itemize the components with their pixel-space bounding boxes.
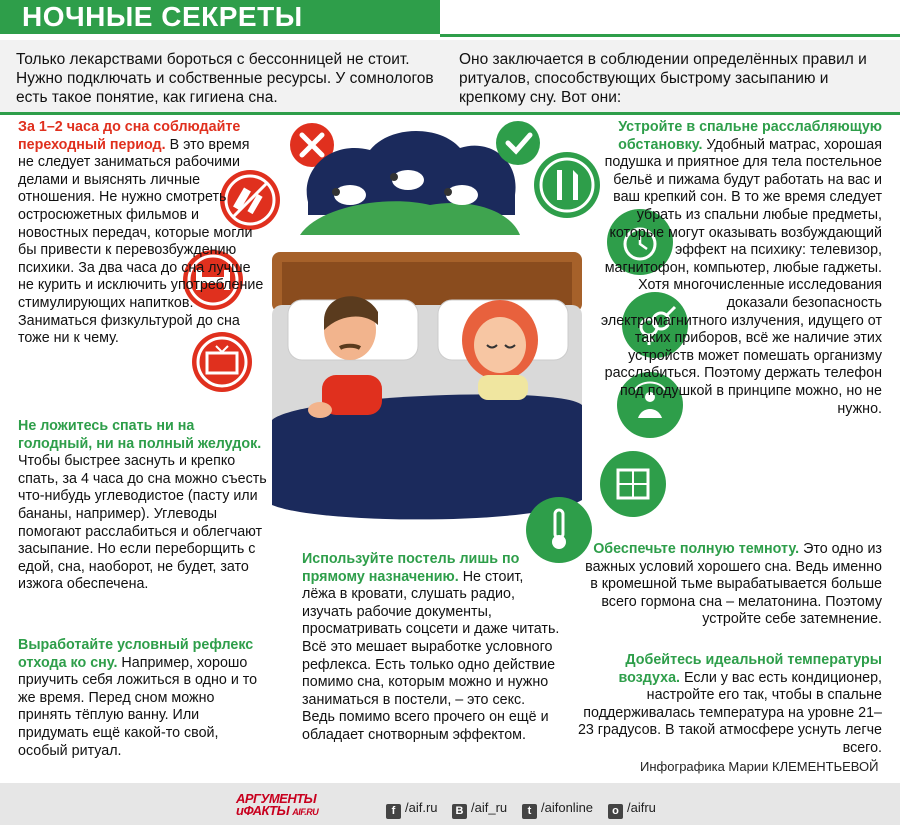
tip-reflex xyxy=(18,637,268,760)
tip-darkness xyxy=(576,541,882,629)
footer xyxy=(0,783,900,825)
tip-body: Это одно из важных условий хорошего сна. Ведь именно в кромешной тьме вырабатывается больше всего гормона сна – мелатонина. Поэтому устройте себе затемнение. xyxy=(585,541,882,628)
tip-heading: Обеспечьте полную темноту. xyxy=(593,541,800,557)
logo-line1: АРГУМЕНТЫ xyxy=(236,791,317,806)
tip-heading: За 1–2 часа до сна соблюдайте переходный период. xyxy=(18,119,241,153)
aif-logo[interactable] xyxy=(236,793,318,818)
logo-line2: иФАКТЫ xyxy=(236,803,290,818)
ok-icon: о xyxy=(608,804,623,819)
social-vk-link[interactable] xyxy=(452,800,507,819)
tip-heading: Добейтесь идеальной температуры воздуха. xyxy=(618,652,882,686)
social-handle: /aifonline xyxy=(541,800,594,815)
intro-right: Оно заключается в соблюдении определённых правил и ритуалов, способствующих быстрому засыпанию и крепкому сну. Вот они: xyxy=(459,51,867,106)
tip-body: Если у вас есть кондиционер, настройте его так, чтобы в спальне поддерживалась температура на уровне 21–23 градусов. В такой атмосфере уснуть легче всего. xyxy=(577,669,882,756)
tip-temperature xyxy=(572,652,882,758)
window-icon xyxy=(600,451,666,517)
vk-icon: В xyxy=(452,804,467,819)
tip-body: Удобный матрас, хорошая подушка и приятное для тела постельное бельё и пижама будут работать на вас и ваш крепкий сон. В то же время следует убрать из спальни любые предметы, которые могут оказывать возбуждающий эффект на психику: телевизор, магнитофон, компьютер, любые гаджеты. Хотя многочисленные исследования доказали безопасность электромагнитного излучения, идущего от таких приборов, всё же наличие этих устройств может помешать организму расслабиться. Поэтому держать телефон под подушкой в принципе можно, но не нужно. xyxy=(600,136,882,417)
fork-knife-icon xyxy=(534,152,600,218)
tip-body: Например, хорошо приучить себя ложиться в одно и то же время. Перед сном можно принять тёплую ванну. Или придумать ещё какой-то свой, особый ритуал. xyxy=(18,654,258,759)
tip-stomach xyxy=(18,418,270,594)
tip-heading: Используйте постель лишь по прямому назначению. xyxy=(302,551,520,585)
tip-heading: Выработайте условный рефлекс отхода ко сну. xyxy=(18,637,254,671)
tip-heading: Устройте в спальне расслабляющую обстановку. xyxy=(618,119,882,153)
tip-body: Чтобы быстрее заснуть и крепко спать, за 4 часа до сна можно съесть что-нибудь углеводистое (пасту или бананы, например). Углеводы помогают расслабиться и облегчают засыпание. Но если переборщить с едой, сна, наоборот, не будет, зато изжога обеспечена. xyxy=(18,453,267,593)
tip-body: В это время не следует заниматься рабочими делами и выяснять личные отношения. Не нужно смотреть остросюжетных фильмов и новостных передач, которые могли бы привести к перевозбуждению психики. За два часа до сна лучше не курить и исключить употребление стимулирующих напитков. Заниматься физкультурой до сна тоже ни к чему. xyxy=(18,136,264,347)
logo-domain: AIF.RU xyxy=(292,807,319,817)
page-title: НОЧНЫЕ СЕКРЕТЫ xyxy=(22,1,303,32)
tip-transition-period xyxy=(18,119,268,348)
tip-heading: Не ложитесь спать ни на голодный, ни на полный желудок. xyxy=(18,418,262,452)
facebook-icon: f xyxy=(386,804,401,819)
social-twitter-link[interactable] xyxy=(522,800,593,819)
check-icon xyxy=(496,121,540,165)
social-handle: /aifru xyxy=(627,800,656,815)
intro-left: Только лекарствами бороться с бессонницей не стоит. Нужно подключать и собственные ресурсы. У сомнологов есть такое понятие, как гигиена сна. xyxy=(16,51,434,106)
social-handle: /aif_ru xyxy=(471,800,508,815)
social-ok-link[interactable] xyxy=(608,800,656,819)
author-credit: Инфографика Марии КЛЕМЕНТЬЕВОЙ xyxy=(640,759,879,774)
bed xyxy=(272,252,582,519)
twitter-icon: t xyxy=(522,804,537,819)
tip-bed-use xyxy=(302,551,560,745)
tip-relaxing-bedroom xyxy=(600,119,882,418)
social-handle: /aif.ru xyxy=(405,800,438,815)
tip-body: Не стоит, лёжа в кровати, слушать радио, изучать рабочие документы, просматривать соцсети и даже читать. Всё это мешает выработке условного рефлекса. Есть только одно действие помимо сна, которым можно и нужно заниматься в постели, – это секс. Ведь помимо всего прочего он ещё и обладает снотворным эффектом. xyxy=(302,568,560,743)
social-facebook-link[interactable] xyxy=(386,800,438,819)
